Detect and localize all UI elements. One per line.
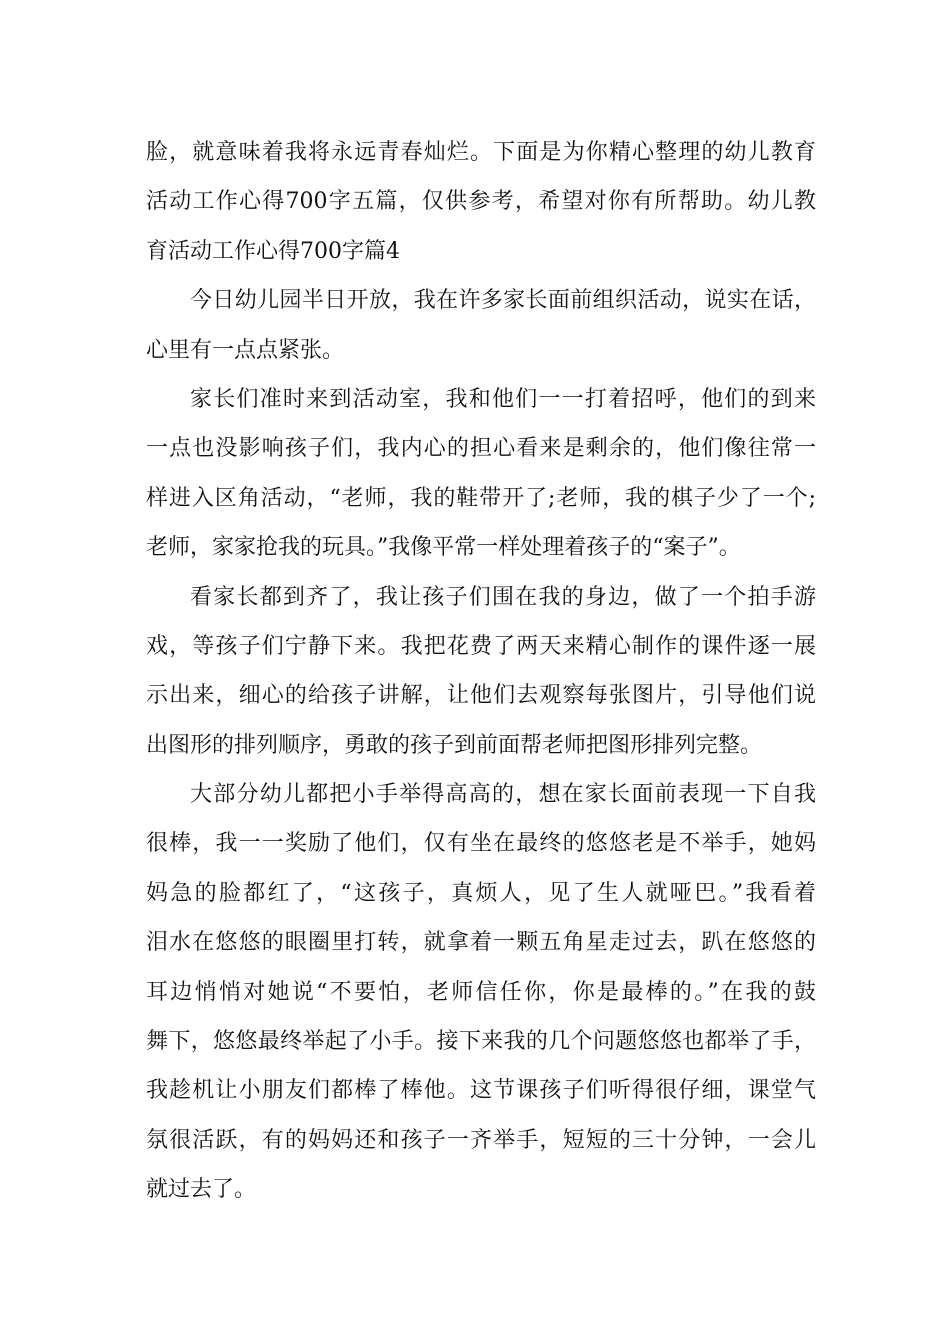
text-line: 今日幼儿园半日开放，我在许多家长面前组织活动，说实在话， [190, 288, 816, 314]
text-line: 耳边悄悄对她说“不要怕，老师信任你，你是最棒的。”在我的鼓 [146, 979, 816, 1005]
text-line: 就过去了。 [146, 1177, 257, 1203]
text-line: 戏，等孩子们宁静下来。我把花费了两天来精心制作的课件逐一展 [146, 633, 816, 659]
text-line: 家长们准时来到活动室，我和他们一一打着招呼，他们的到来 [190, 386, 816, 412]
text-line: 氛很活跃，有的妈妈还和孩子一齐举手，短短的三十分钟，一会儿 [146, 1127, 816, 1153]
text-line: 样进入区角活动，“老师，我的鞋带开了;老师，我的棋子少了一个; [146, 485, 816, 511]
text-line: 脸，就意味着我将永远青春灿烂。下面是为你精心整理的幼儿教育 [146, 140, 816, 165]
text-line: 大部分幼儿都把小手举得高高的，想在家长面前表现一下自我 [190, 782, 816, 808]
text-line: 育活动工作心得700字篇4 [146, 238, 400, 264]
text-line: 舞下，悠悠最终举起了小手。接下来我的几个问题悠悠也都举了手， [146, 1029, 816, 1055]
text-line: 示出来，细心的给孩子讲解，让他们去观察每张图片，引导他们说 [146, 683, 816, 709]
text-line: 看家长都到齐了，我让孩子们围在我的身边，做了一个拍手游 [190, 584, 816, 610]
text-line: 妈急的脸都红了，“这孩子，真烦人，见了生人就哑巴。”我看着 [146, 880, 816, 906]
paragraph [146, 770, 816, 1215]
text-line: 一点也没影响孩子们，我内心的担心看来是剩余的，他们像往常一 [146, 436, 816, 462]
text-line: 老师，家家抢我的玩具。”我像平常一样处理着孩子的“案子”。 [146, 535, 741, 561]
text-line: 很棒，我一一奖励了他们，仅有坐在最终的悠悠老是不举手，她妈 [146, 831, 816, 857]
text-line: 活动工作心得700字五篇，仅供参考，希望对你有所帮助。幼儿教 [146, 189, 816, 215]
paragraph [146, 276, 816, 375]
paragraph [146, 375, 816, 573]
paragraph [146, 573, 816, 771]
text-line: 泪水在悠悠的眼圈里打转，就拿着一颗五角星走过去，趴在悠悠的 [146, 930, 816, 956]
text-line: 心里有一点点紧张。 [146, 337, 345, 363]
article-body [146, 128, 816, 1215]
text-line: 出图形的排列顺序，勇敢的孩子到前面帮老师把图形排列完整。 [146, 732, 763, 758]
text-line: 我趁机让小朋友们都棒了棒他。这节课孩子们听得很仔细，课堂气 [146, 1078, 816, 1104]
paragraph [146, 128, 816, 276]
